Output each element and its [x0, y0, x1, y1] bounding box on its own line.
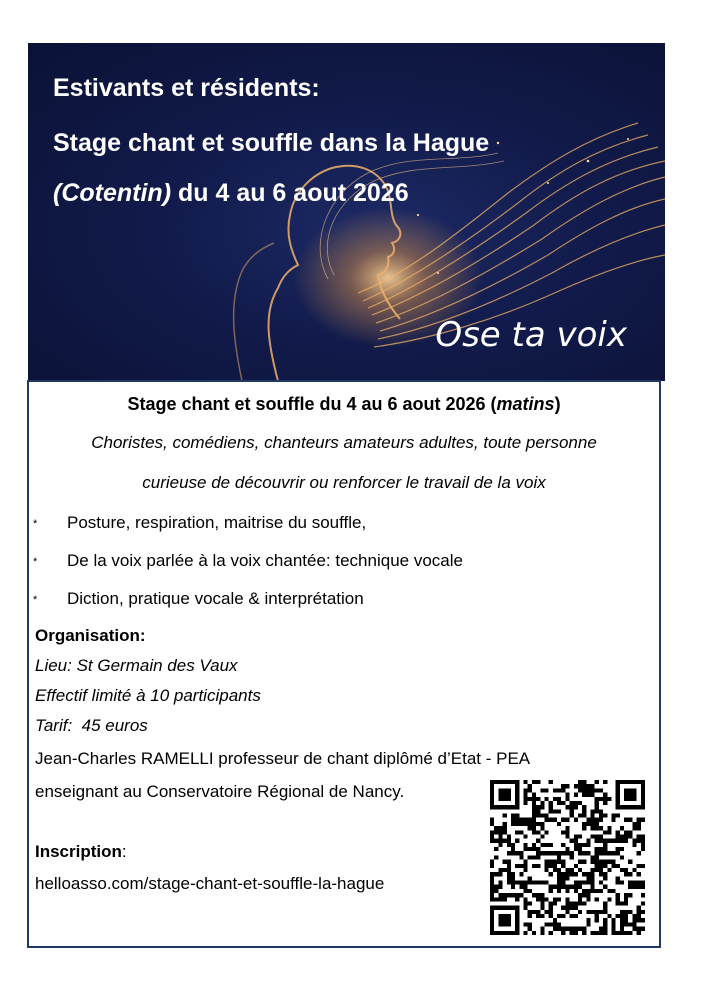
headline-text: Stage chant et souffle du 4 au 6 aout 2026 (	[127, 394, 497, 414]
capacity-text: Effectif limité à 10 participants	[35, 686, 261, 705]
card-headline	[29, 394, 659, 415]
banner-title-line3	[53, 179, 409, 208]
inscription-label: Inscription	[35, 842, 122, 861]
headline-end: )	[554, 394, 561, 414]
banner-location: (Cotentin)	[53, 179, 172, 207]
headline-italic: matins	[496, 394, 555, 414]
bullet-item	[33, 551, 463, 571]
bullet-mark: *	[33, 555, 38, 568]
bullet-text: Diction, pratique vocale & interprétation	[67, 589, 364, 608]
inscription-colon: :	[121, 842, 127, 861]
qr-code-icon[interactable]	[490, 780, 645, 935]
bullet-item	[33, 513, 366, 533]
price-label: Tarif:	[35, 716, 73, 735]
bullet-mark: *	[33, 593, 38, 606]
bullet-text: De la voix parlée à la voix chantée: technique vocale	[67, 551, 463, 570]
price-line	[35, 716, 148, 736]
price-value: 45 euros	[72, 716, 148, 735]
audience-line2: curieuse de découvrir ou renforcer le travail de la voix	[142, 473, 546, 492]
bullet-item	[33, 589, 364, 609]
header-banner	[28, 43, 665, 381]
banner-title-line1: Estivants et résidents:	[53, 74, 320, 102]
banner-tagline: Ose ta voix	[435, 315, 627, 355]
teacher-line1: Jean-Charles RAMELLI professeur de chant diplômé d’Etat - PEA	[35, 749, 531, 768]
info-card	[27, 380, 661, 948]
banner-title-line2: Stage chant et souffle dans la Hague	[53, 129, 490, 157]
audience-line1: Choristes, comédiens, chanteurs amateurs adultes, toute personne	[91, 433, 597, 452]
registration-url[interactable]: helloasso.com/stage-chant-et-souffle-la-hague	[35, 874, 385, 893]
teacher-line2: enseignant au Conservatoire Régional de Nancy.	[35, 782, 405, 801]
banner-dates: du 4 au 6 aout 2026	[171, 179, 409, 207]
inscription-heading	[35, 842, 127, 862]
organisation-heading: Organisation:	[35, 626, 146, 645]
bullet-mark: *	[33, 517, 38, 530]
bullet-text: Posture, respiration, maitrise du souffle,	[67, 513, 367, 532]
venue-text: Lieu: St Germain des Vaux	[35, 656, 238, 675]
